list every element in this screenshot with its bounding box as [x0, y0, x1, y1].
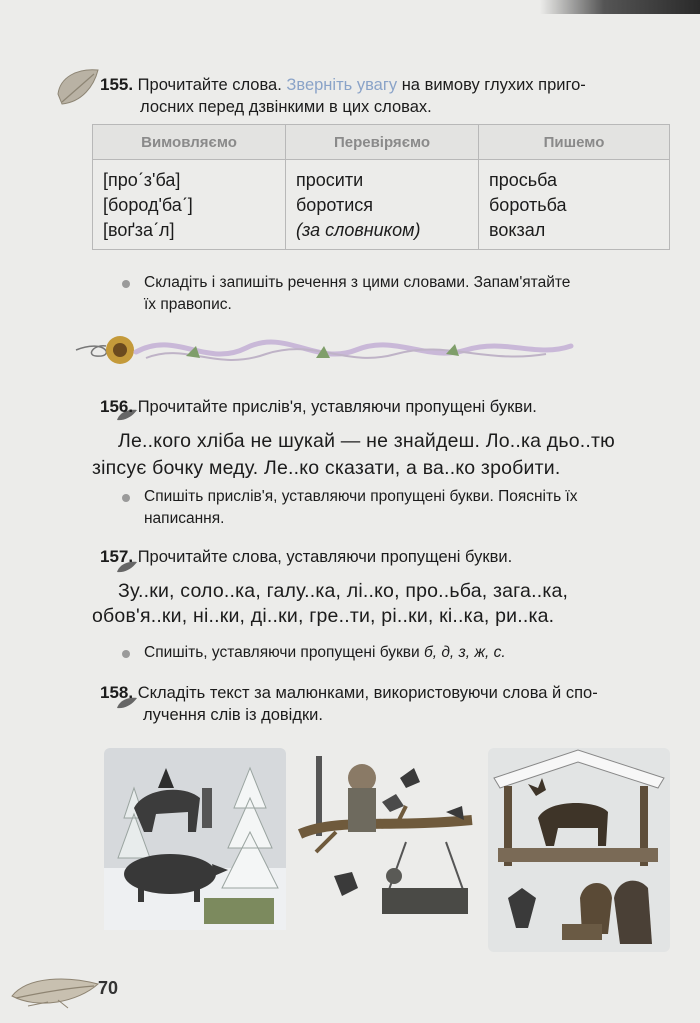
instruction-text: Складіть текст за малюнками, використовуючи слова й спо-	[137, 684, 598, 702]
flower-ornament-divider	[66, 328, 586, 378]
check-word: (за словником)	[296, 220, 421, 240]
words-line1: Зу..ки, соло..ка, галу..ка, лі..ко, про..ьба, зага..ка,	[118, 580, 569, 602]
sunflower-icon	[106, 336, 134, 364]
leaf-icon	[54, 64, 104, 110]
table-cell	[479, 160, 670, 250]
transcription: [проˊз'ба]	[103, 170, 181, 190]
exercise-number: 155.	[100, 75, 134, 94]
column-header: Пишемо	[479, 125, 670, 160]
word-table	[92, 124, 670, 250]
written-word: просьба	[489, 170, 558, 190]
words-line2: обов'я..ки, ні..ки, ді..ки, гре..ти, рі..ки, кі..ка, ри..ка.	[92, 605, 555, 627]
table-cell	[93, 160, 286, 250]
task-bullet	[122, 272, 570, 316]
bullet-icon	[122, 650, 130, 658]
exercise-157-heading	[100, 546, 512, 568]
exercise-number: 156.	[100, 397, 134, 416]
table-cell	[286, 160, 479, 250]
bullet-icon	[122, 280, 130, 288]
page-edge-shadow	[540, 0, 700, 14]
column-header: Вимовляємо	[93, 125, 286, 160]
exercise-155-line2: лосних перед дзвінкими в цих словах.	[140, 98, 432, 116]
transcription: [бород'баˊ]	[103, 195, 193, 215]
highlight-text: Зверніть увагу	[286, 76, 398, 94]
transcription: [воґзаˊл]	[103, 220, 175, 240]
exercise-158-heading	[100, 682, 598, 704]
written-word: вокзал	[489, 220, 546, 240]
bullet-icon	[122, 494, 130, 502]
task-text: Складіть і запишіть речення з цими словами. Запам'ятайте	[144, 274, 571, 291]
column-header: Перевіряємо	[286, 125, 479, 160]
task-bullet	[122, 642, 506, 664]
exercise-158-line2: лучення слів із довідки.	[143, 706, 323, 724]
page-number: 70	[98, 978, 119, 998]
page-leaf-icon	[8, 970, 104, 1014]
winter-forest-rider-boar-illustration	[104, 748, 286, 930]
task-text: Спишіть прислів'я, уставляючи пропущені букви. Поясніть їх	[144, 488, 578, 505]
exercise-156-heading	[100, 396, 537, 418]
table-row	[93, 160, 670, 250]
birds-feeder-illustration	[296, 748, 476, 928]
task-text	[122, 642, 506, 664]
task-text: написання.	[144, 510, 225, 527]
task-text: їх правопис.	[144, 296, 232, 313]
task-bullet	[122, 486, 578, 530]
written-word: боротьба	[489, 195, 567, 215]
exercise-155-heading	[100, 74, 586, 96]
check-word: боротися	[296, 195, 373, 215]
instruction-text: Прочитайте слова, уставляючи пропущені букви.	[137, 548, 513, 566]
exercise-number: 158.	[100, 683, 134, 702]
instruction-text: Прочитайте слова.	[133, 76, 287, 94]
proverbs-line1: Ле..кого хліба не шукай — не знайдеш. Ло..ка дьо..тю	[118, 430, 615, 452]
instruction-text: Прочитайте прислів'я, уставляючи пропущені букви.	[137, 398, 537, 416]
instruction-text: на вимову глухих приго-	[397, 76, 586, 94]
moose-feeding-station-illustration	[488, 748, 670, 952]
proverbs-line2: зіпсує бочку меду. Ле..ко сказати, а ва..ко зробити.	[92, 457, 561, 479]
letters-list: б, д, з, ж, с.	[423, 644, 506, 661]
task-text-main: Спишіть, уставляючи пропущені букви	[144, 644, 424, 661]
table-header-row	[93, 125, 670, 160]
check-word: просити	[296, 170, 364, 190]
exercise-number: 157.	[100, 547, 134, 566]
